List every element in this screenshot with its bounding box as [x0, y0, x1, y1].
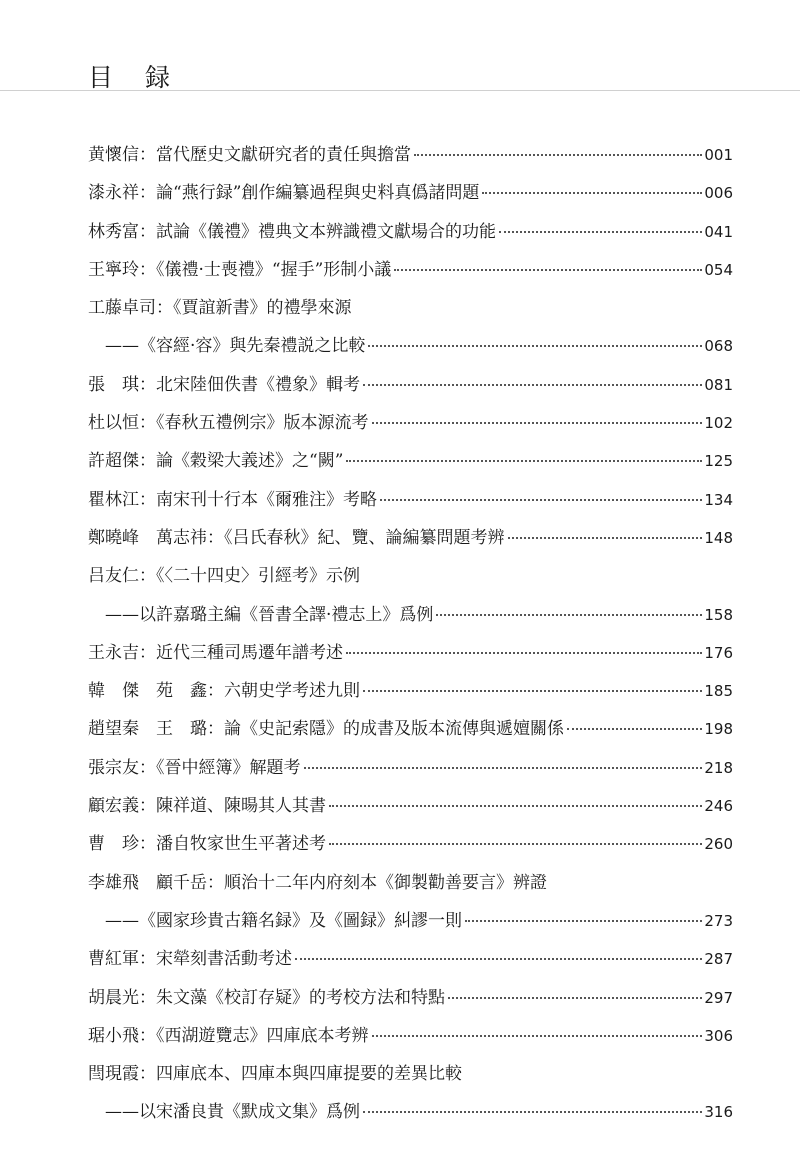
toc-entry-title: 鄭曉峰 萬志祎：《吕氏春秋》紀、覽、論編纂問題考辨 [88, 527, 505, 548]
dot-leader [436, 614, 702, 616]
toc-entry-subtitle [88, 1097, 733, 1135]
toc-entry-title: 王寧玲：《儀禮·士喪禮》“握手”形制小議 [88, 259, 392, 280]
toc-page-number: 306 [704, 1026, 733, 1045]
dot-leader [380, 499, 702, 501]
toc-page-number: 102 [704, 414, 733, 433]
toc-entry-title: 胡晨光：朱文藻《校訂存疑》的考校方法和特點 [88, 987, 445, 1008]
dot-leader [329, 843, 702, 845]
toc-page-number: 176 [704, 643, 733, 662]
toc-page-number: 134 [704, 490, 733, 509]
toc-page-number: 246 [704, 797, 733, 816]
toc-entry-title: 閆現霞：四庫底本、四庫本與四庫提要的差異比較 [88, 1064, 462, 1085]
toc-page-number: 041 [704, 222, 733, 241]
toc-page-number: 287 [704, 950, 733, 969]
toc-entry-subtitle [88, 331, 733, 369]
toc-page-number: 006 [704, 184, 733, 203]
dot-leader [304, 767, 703, 769]
dot-leader [363, 1111, 702, 1113]
toc-page-number: 185 [704, 682, 733, 701]
toc-entry-title: ——以許嘉璐主編《晉書全譯·禮志上》爲例 [105, 604, 434, 625]
toc-page-number: 068 [704, 337, 733, 356]
toc-entry-title: 許超傑：論《穀梁大義述》之“闕” [88, 451, 344, 472]
toc-entry-title: 黄懷信：當代歷史文獻研究者的責任與擔當 [88, 145, 411, 165]
page-title: 目 録 [88, 63, 182, 92]
toc-entry-subtitle [88, 906, 733, 944]
toc-page-number: 260 [704, 835, 733, 854]
toc-entry-title: 曹 珍：潘自牧家世生平著述考 [88, 834, 326, 855]
dot-leader [482, 192, 702, 194]
toc-entry-title: 韓 傑 苑 鑫：六朝史学考述九則 [88, 681, 360, 702]
toc-page-number: 081 [704, 375, 733, 394]
dot-leader [567, 728, 702, 730]
toc-entry-title: 漆永祥：論“燕行録”創作編纂過程與史料真僞諸問題 [88, 183, 480, 204]
page-header [0, 0, 800, 91]
toc-entry [88, 944, 733, 982]
toc-entry-title: ——《國家珍貴古籍名録》及《圖録》糾謬一則 [105, 910, 462, 931]
dot-leader [448, 997, 702, 999]
toc-entry-title: 趙望秦 王 璐：論《史記索隱》的成書及版本流傳與遞嬗關係 [88, 719, 564, 740]
dot-leader [508, 537, 703, 539]
toc-entry-title: 琚小飛：《西湖遊覽志》四庫底本考辨 [88, 1025, 369, 1046]
dot-leader [394, 269, 702, 271]
toc-entry-title: 張宗友：《晉中經簿》解題考 [88, 757, 301, 778]
dot-leader [499, 231, 702, 233]
dot-leader [372, 422, 703, 424]
toc-entry-title: 瞿林江：南宋刊十行本《爾雅注》考略 [88, 489, 377, 510]
toc-entry [88, 217, 733, 255]
toc-entry [88, 561, 733, 599]
toc-entry-title: 顧宏義：陳祥道、陳暘其人其書 [88, 796, 326, 817]
toc-entry-title: 張 琪：北宋陸佃佚書《禮象》輯考 [88, 374, 360, 395]
toc-entry [88, 753, 733, 791]
toc-entry-title: 林秀富：試論《儀禮》禮典文本辨識禮文獻場合的功能 [88, 221, 496, 242]
toc-entry [88, 408, 733, 446]
toc-entry-title: 李雄飛 顧千岳：順治十二年内府刻本《御製勸善要言》辨證 [88, 872, 547, 893]
toc-entry [88, 829, 733, 867]
toc-entry-title: 王永吉：近代三種司馬遷年譜考述 [88, 642, 343, 663]
toc-entry [88, 868, 733, 906]
dot-leader [295, 958, 702, 960]
toc-page-number: 001 [704, 146, 733, 164]
toc-page-number: 297 [704, 988, 733, 1007]
toc-entry-title: 曹紅軍：宋犖刻書活動考述 [88, 949, 292, 970]
toc-entry [88, 293, 733, 331]
toc-entry [88, 446, 733, 484]
toc-entry-title: ——以宋潘良貴《默成文集》爲例 [105, 1102, 360, 1123]
toc-page-number: 198 [704, 720, 733, 739]
toc-page-number: 316 [704, 1103, 733, 1122]
dot-leader [363, 690, 702, 692]
dot-leader [465, 920, 702, 922]
dot-leader [346, 460, 702, 462]
dot-leader [372, 1035, 703, 1037]
toc-page-number: 148 [704, 528, 733, 547]
table-of-contents [88, 140, 733, 1136]
toc-entry [88, 370, 733, 408]
toc-page-number: 218 [704, 758, 733, 777]
toc-entry [88, 983, 733, 1021]
toc-page-number: 054 [704, 260, 733, 279]
dot-leader [329, 805, 702, 807]
toc-entry [88, 791, 733, 829]
toc-entry-title: 杜以恒：《春秋五禮例宗》版本源流考 [88, 413, 369, 434]
dot-leader [414, 154, 702, 156]
toc-entry-title: ——《容經·容》與先秦禮説之比較 [105, 336, 366, 357]
dot-leader [363, 384, 702, 386]
toc-entry [88, 255, 733, 293]
toc-entry-subtitle [88, 600, 733, 638]
toc-entry [88, 485, 733, 523]
toc-entry [88, 1021, 733, 1059]
dot-leader [368, 345, 702, 347]
toc-page-number: 125 [704, 452, 733, 471]
toc-entry [88, 1059, 733, 1097]
toc-entry-title: 吕友仁：《〈二十四史〉引經考》示例 [88, 566, 360, 587]
toc-page-number: 158 [704, 605, 733, 624]
dot-leader [346, 652, 702, 654]
toc-entry [88, 523, 733, 561]
toc-entry [88, 676, 733, 714]
toc-entry-title: 工藤卓司：《賈誼新書》的禮學來源 [88, 298, 352, 319]
toc-page-number: 273 [704, 911, 733, 930]
toc-entry [88, 140, 733, 178]
toc-entry [88, 638, 733, 676]
toc-entry [88, 714, 733, 752]
toc-entry [88, 178, 733, 216]
